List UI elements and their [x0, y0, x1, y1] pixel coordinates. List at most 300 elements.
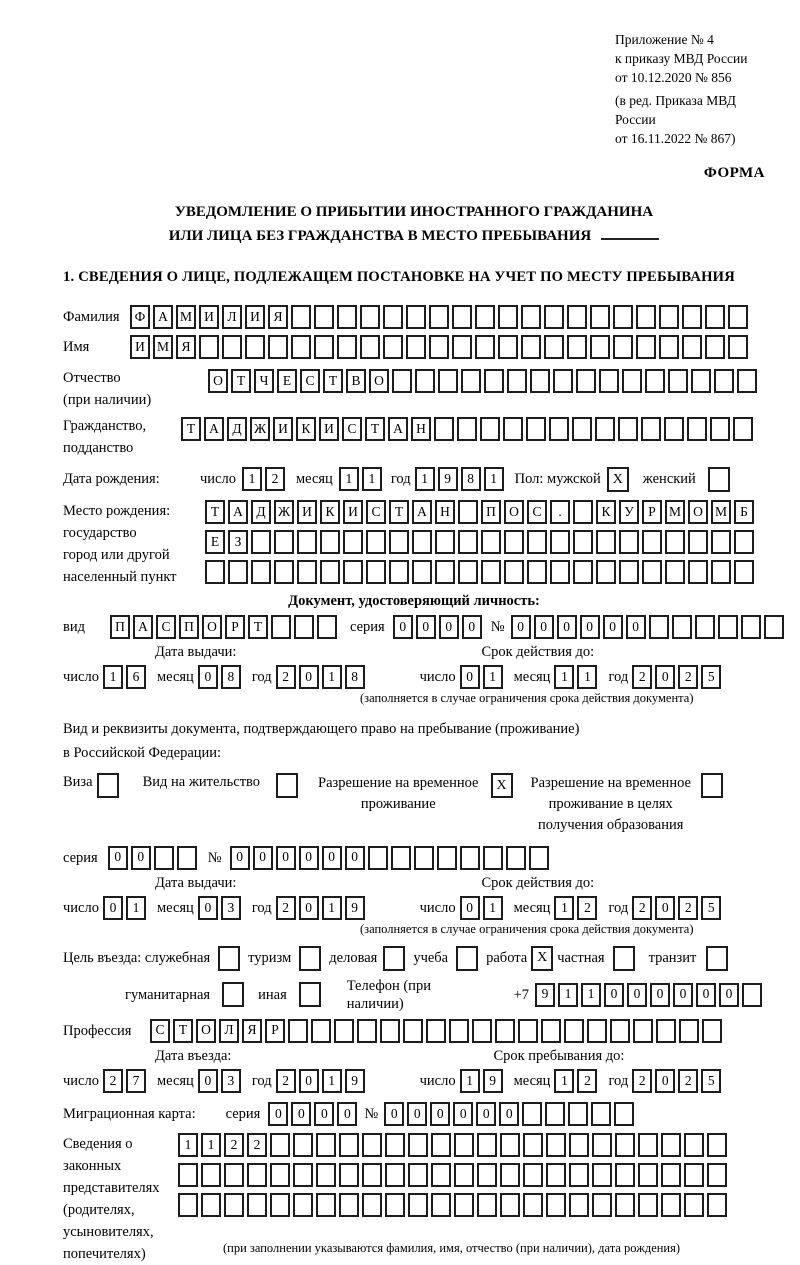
form-cell[interactable]: Р [265, 1019, 285, 1043]
form-cell[interactable]: О [369, 369, 389, 393]
form-cell[interactable]: 8 [221, 665, 241, 689]
form-cell[interactable] [684, 1193, 704, 1217]
form-cell[interactable] [199, 335, 219, 359]
form-cell[interactable] [645, 369, 665, 393]
form-cell[interactable]: И [245, 305, 265, 329]
form-cell[interactable] [362, 1163, 382, 1187]
form-cell[interactable] [429, 335, 449, 359]
form-cell[interactable]: Т [323, 369, 343, 393]
form-cell[interactable] [452, 305, 472, 329]
birthplace-cells-1[interactable] [205, 500, 757, 524]
form-cell[interactable]: 0 [719, 983, 739, 1007]
form-cell[interactable] [271, 615, 291, 639]
form-cell[interactable]: А [204, 417, 224, 441]
form-cell[interactable]: П [179, 615, 199, 639]
form-cell[interactable] [506, 846, 526, 870]
form-cell[interactable] [741, 615, 761, 639]
form-cell[interactable] [569, 1193, 589, 1217]
migr-series-cells[interactable] [268, 1102, 360, 1126]
form-cell[interactable] [642, 560, 662, 584]
form-cell[interactable] [507, 369, 527, 393]
form-cell[interactable] [665, 530, 685, 554]
form-cell[interactable] [205, 560, 225, 584]
form-cell[interactable]: 1 [558, 983, 578, 1007]
form-cell[interactable]: 0 [696, 983, 716, 1007]
form-cell[interactable] [368, 846, 388, 870]
form-cell[interactable] [587, 1019, 607, 1043]
form-cell[interactable] [357, 1019, 377, 1043]
form-cell[interactable] [293, 1163, 313, 1187]
form-cell[interactable] [714, 369, 734, 393]
form-cell[interactable] [596, 560, 616, 584]
form-cell[interactable] [385, 1193, 405, 1217]
form-cell[interactable] [251, 560, 271, 584]
form-cell[interactable] [661, 1163, 681, 1187]
form-cell[interactable]: Е [277, 369, 297, 393]
form-cell[interactable] [546, 1133, 566, 1157]
form-cell[interactable] [247, 1193, 267, 1217]
iddoc-issue-month-cells[interactable] [198, 665, 244, 689]
form-cell[interactable] [457, 417, 477, 441]
form-cell[interactable]: З [228, 530, 248, 554]
form-cell[interactable] [154, 846, 174, 870]
form-cell[interactable] [270, 1133, 290, 1157]
form-cell[interactable] [503, 417, 523, 441]
form-cell[interactable] [406, 305, 426, 329]
purpose-humanitarian-checkbox[interactable] [222, 982, 244, 1007]
form-cell[interactable] [615, 1163, 635, 1187]
iddoc-number-cells[interactable] [511, 615, 787, 639]
form-cell[interactable]: 0 [299, 846, 319, 870]
form-cell[interactable] [414, 846, 434, 870]
form-cell[interactable] [649, 615, 669, 639]
form-cell[interactable]: 8 [345, 665, 365, 689]
form-cell[interactable] [615, 1133, 635, 1157]
form-cell[interactable]: 0 [627, 983, 647, 1007]
form-cell[interactable]: 1 [201, 1133, 221, 1157]
form-cell[interactable]: 2 [632, 665, 652, 689]
form-cell[interactable]: Н [411, 417, 431, 441]
form-cell[interactable]: С [366, 500, 386, 524]
birth-day-cells[interactable] [242, 467, 288, 491]
form-cell[interactable] [431, 1163, 451, 1187]
form-cell[interactable] [385, 1163, 405, 1187]
form-cell[interactable]: 8 [461, 467, 481, 491]
form-cell[interactable] [710, 417, 730, 441]
entry-year-cells[interactable] [276, 1069, 368, 1093]
form-cell[interactable] [691, 369, 711, 393]
purpose-other-checkbox[interactable] [299, 982, 321, 1007]
form-cell[interactable] [638, 1193, 658, 1217]
form-cell[interactable]: 9 [535, 983, 555, 1007]
form-cell[interactable] [454, 1163, 474, 1187]
form-cell[interactable]: 5 [701, 896, 721, 920]
representatives-cells-1[interactable] [178, 1133, 730, 1157]
form-cell[interactable] [334, 1019, 354, 1043]
form-cell[interactable] [668, 369, 688, 393]
form-cell[interactable]: 2 [678, 1069, 698, 1093]
form-cell[interactable]: 0 [430, 1102, 450, 1126]
form-cell[interactable] [550, 560, 570, 584]
form-cell[interactable] [622, 369, 642, 393]
form-cell[interactable] [339, 1133, 359, 1157]
form-cell[interactable]: 9 [483, 1069, 503, 1093]
form-cell[interactable] [672, 615, 692, 639]
form-cell[interactable]: 0 [198, 896, 218, 920]
form-cell[interactable]: О [208, 369, 228, 393]
purpose-work-checkbox[interactable]: X [531, 946, 553, 971]
form-cell[interactable] [268, 335, 288, 359]
form-cell[interactable] [595, 417, 615, 441]
form-cell[interactable] [592, 1133, 612, 1157]
form-cell[interactable] [461, 369, 481, 393]
form-cell[interactable]: 0 [337, 1102, 357, 1126]
form-cell[interactable]: К [296, 417, 316, 441]
form-cell[interactable]: 3 [221, 896, 241, 920]
form-cell[interactable] [705, 335, 725, 359]
form-cell[interactable] [316, 1133, 336, 1157]
form-cell[interactable]: 0 [291, 1102, 311, 1126]
form-cell[interactable]: Д [251, 500, 271, 524]
form-cell[interactable] [320, 530, 340, 554]
form-cell[interactable]: О [196, 1019, 216, 1043]
form-cell[interactable]: М [176, 305, 196, 329]
form-cell[interactable] [435, 530, 455, 554]
form-cell[interactable] [682, 305, 702, 329]
form-cell[interactable]: 0 [460, 896, 480, 920]
form-cell[interactable]: 2 [224, 1133, 244, 1157]
form-cell[interactable] [544, 305, 564, 329]
form-cell[interactable] [590, 335, 610, 359]
form-cell[interactable]: 1 [484, 467, 504, 491]
form-cell[interactable] [545, 1102, 565, 1126]
form-cell[interactable] [391, 846, 411, 870]
form-cell[interactable]: 9 [345, 1069, 365, 1093]
form-cell[interactable] [201, 1193, 221, 1217]
phone-cells[interactable] [535, 983, 765, 1007]
form-cell[interactable]: 1 [322, 896, 342, 920]
form-cell[interactable]: 2 [265, 467, 285, 491]
form-cell[interactable]: 1 [483, 896, 503, 920]
form-cell[interactable] [389, 560, 409, 584]
sex-female-checkbox[interactable] [708, 467, 730, 492]
form-cell[interactable] [435, 560, 455, 584]
form-cell[interactable] [684, 1163, 704, 1187]
form-cell[interactable]: 1 [554, 896, 574, 920]
form-cell[interactable] [472, 1019, 492, 1043]
form-cell[interactable]: 0 [322, 846, 342, 870]
form-cell[interactable] [452, 335, 472, 359]
form-cell[interactable]: 1 [339, 467, 359, 491]
form-cell[interactable] [311, 1019, 331, 1043]
form-cell[interactable] [569, 1133, 589, 1157]
form-cell[interactable]: С [300, 369, 320, 393]
form-cell[interactable] [659, 335, 679, 359]
form-cell[interactable]: А [412, 500, 432, 524]
form-cell[interactable] [518, 1019, 538, 1043]
sex-male-checkbox[interactable]: X [607, 467, 629, 492]
form-cell[interactable]: 0 [511, 615, 531, 639]
purpose-business-checkbox[interactable] [383, 946, 405, 971]
form-cell[interactable]: 1 [322, 665, 342, 689]
form-cell[interactable]: 0 [603, 615, 623, 639]
form-cell[interactable] [297, 560, 317, 584]
form-cell[interactable] [567, 335, 587, 359]
form-cell[interactable]: . [550, 500, 570, 524]
form-cell[interactable]: С [342, 417, 362, 441]
form-cell[interactable] [568, 1102, 588, 1126]
form-cell[interactable]: 1 [483, 665, 503, 689]
form-cell[interactable] [408, 1163, 428, 1187]
form-cell[interactable] [362, 1133, 382, 1157]
form-cell[interactable] [682, 335, 702, 359]
form-cell[interactable]: 1 [554, 665, 574, 689]
form-cell[interactable]: 9 [438, 467, 458, 491]
iddoc-issue-day-cells[interactable] [103, 665, 149, 689]
representatives-cells-3[interactable] [178, 1193, 730, 1217]
form-cell[interactable]: Т [231, 369, 251, 393]
form-cell[interactable] [641, 417, 661, 441]
form-cell[interactable]: 5 [701, 665, 721, 689]
form-cell[interactable]: 0 [499, 1102, 519, 1126]
form-cell[interactable]: 0 [655, 1069, 675, 1093]
form-cell[interactable] [523, 1193, 543, 1217]
form-cell[interactable] [546, 1163, 566, 1187]
form-cell[interactable] [434, 417, 454, 441]
form-cell[interactable] [734, 560, 754, 584]
form-cell[interactable]: 0 [453, 1102, 473, 1126]
form-cell[interactable] [403, 1019, 423, 1043]
form-cell[interactable]: К [596, 500, 616, 524]
representatives-cells-2[interactable] [178, 1163, 730, 1187]
form-cell[interactable]: А [228, 500, 248, 524]
patronymic-cells[interactable] [208, 369, 760, 393]
form-cell[interactable]: 2 [276, 1069, 296, 1093]
form-cell[interactable]: Л [222, 305, 242, 329]
form-cell[interactable] [737, 369, 757, 393]
birthplace-cells-3[interactable] [205, 560, 757, 584]
form-cell[interactable]: 0 [580, 615, 600, 639]
form-cell[interactable]: 1 [581, 983, 601, 1007]
form-cell[interactable] [406, 335, 426, 359]
temp-residence-edu-checkbox[interactable] [701, 773, 723, 798]
form-cell[interactable] [661, 1193, 681, 1217]
form-cell[interactable]: Я [242, 1019, 262, 1043]
form-cell[interactable]: 0 [103, 896, 123, 920]
form-cell[interactable] [383, 335, 403, 359]
form-cell[interactable] [343, 560, 363, 584]
form-cell[interactable] [764, 615, 784, 639]
form-cell[interactable] [695, 615, 715, 639]
form-cell[interactable]: 7 [126, 1069, 146, 1093]
form-cell[interactable] [684, 1133, 704, 1157]
form-cell[interactable]: 0 [393, 615, 413, 639]
form-cell[interactable] [619, 530, 639, 554]
form-cell[interactable]: 0 [131, 846, 151, 870]
form-cell[interactable]: Е [205, 530, 225, 554]
form-cell[interactable] [636, 335, 656, 359]
form-cell[interactable]: Т [389, 500, 409, 524]
form-cell[interactable]: 1 [577, 665, 597, 689]
form-cell[interactable] [247, 1163, 267, 1187]
form-cell[interactable] [454, 1193, 474, 1217]
form-cell[interactable] [521, 305, 541, 329]
form-cell[interactable]: В [346, 369, 366, 393]
form-cell[interactable]: Т [181, 417, 201, 441]
form-cell[interactable] [389, 530, 409, 554]
form-cell[interactable] [337, 305, 357, 329]
form-cell[interactable]: 0 [230, 846, 250, 870]
form-cell[interactable]: 0 [462, 615, 482, 639]
form-cell[interactable] [178, 1163, 198, 1187]
form-cell[interactable]: Т [173, 1019, 193, 1043]
form-cell[interactable] [392, 369, 412, 393]
form-cell[interactable] [664, 417, 684, 441]
form-cell[interactable] [481, 560, 501, 584]
form-cell[interactable] [613, 305, 633, 329]
form-cell[interactable] [728, 305, 748, 329]
form-cell[interactable]: 2 [678, 896, 698, 920]
iddoc-valid-month-cells[interactable] [554, 665, 600, 689]
permit-issue-day-cells[interactable] [103, 896, 149, 920]
form-cell[interactable]: С [150, 1019, 170, 1043]
form-cell[interactable] [288, 1019, 308, 1043]
permit-series-cells[interactable] [108, 846, 200, 870]
migr-number-cells[interactable] [384, 1102, 637, 1126]
purpose-private-checkbox[interactable] [613, 946, 635, 971]
form-cell[interactable] [291, 335, 311, 359]
form-cell[interactable]: 6 [126, 665, 146, 689]
form-cell[interactable] [475, 305, 495, 329]
form-cell[interactable] [573, 500, 593, 524]
form-cell[interactable] [383, 305, 403, 329]
form-cell[interactable] [458, 530, 478, 554]
form-cell[interactable] [523, 1133, 543, 1157]
form-cell[interactable] [500, 1163, 520, 1187]
residence-permit-checkbox[interactable] [276, 773, 298, 798]
form-cell[interactable] [498, 305, 518, 329]
form-cell[interactable]: А [388, 417, 408, 441]
form-cell[interactable] [339, 1163, 359, 1187]
form-cell[interactable]: М [665, 500, 685, 524]
form-cell[interactable]: Р [225, 615, 245, 639]
form-cell[interactable] [449, 1019, 469, 1043]
form-cell[interactable]: 2 [577, 896, 597, 920]
form-cell[interactable] [343, 530, 363, 554]
form-cell[interactable]: С [527, 500, 547, 524]
form-cell[interactable]: О [202, 615, 222, 639]
form-cell[interactable]: О [504, 500, 524, 524]
form-cell[interactable]: 0 [314, 1102, 334, 1126]
form-cell[interactable] [742, 983, 762, 1007]
purpose-official-checkbox[interactable] [218, 946, 240, 971]
form-cell[interactable] [228, 560, 248, 584]
form-cell[interactable] [477, 1163, 497, 1187]
form-cell[interactable] [495, 1019, 515, 1043]
form-cell[interactable] [636, 305, 656, 329]
form-cell[interactable]: И [130, 335, 150, 359]
form-cell[interactable] [702, 1019, 722, 1043]
permit-valid-day-cells[interactable] [460, 896, 506, 920]
form-cell[interactable] [564, 1019, 584, 1043]
form-cell[interactable]: 1 [103, 665, 123, 689]
form-cell[interactable] [320, 560, 340, 584]
form-cell[interactable] [544, 335, 564, 359]
form-cell[interactable] [529, 846, 549, 870]
form-cell[interactable]: 2 [247, 1133, 267, 1157]
form-cell[interactable]: 0 [416, 615, 436, 639]
form-cell[interactable] [707, 1133, 727, 1157]
form-cell[interactable] [385, 1133, 405, 1157]
form-cell[interactable] [360, 335, 380, 359]
form-cell[interactable]: 0 [476, 1102, 496, 1126]
form-cell[interactable] [458, 500, 478, 524]
form-cell[interactable] [454, 1133, 474, 1157]
form-cell[interactable]: 1 [178, 1133, 198, 1157]
form-cell[interactable]: 1 [242, 467, 262, 491]
form-cell[interactable]: И [297, 500, 317, 524]
stay-year-cells[interactable] [632, 1069, 724, 1093]
form-cell[interactable]: Ф [130, 305, 150, 329]
form-cell[interactable] [366, 560, 386, 584]
form-cell[interactable] [415, 369, 435, 393]
form-cell[interactable]: 2 [276, 896, 296, 920]
form-cell[interactable]: С [156, 615, 176, 639]
form-cell[interactable]: И [319, 417, 339, 441]
form-cell[interactable]: 0 [655, 665, 675, 689]
form-cell[interactable]: 1 [415, 467, 435, 491]
stay-month-cells[interactable] [554, 1069, 600, 1093]
birthplace-cells-2[interactable] [205, 530, 757, 554]
form-cell[interactable]: Я [268, 305, 288, 329]
purpose-transit-checkbox[interactable] [706, 946, 728, 971]
form-cell[interactable]: И [343, 500, 363, 524]
form-cell[interactable] [458, 560, 478, 584]
form-cell[interactable] [293, 1193, 313, 1217]
form-cell[interactable]: 0 [268, 1102, 288, 1126]
form-cell[interactable] [498, 335, 518, 359]
form-cell[interactable] [527, 560, 547, 584]
form-cell[interactable] [734, 530, 754, 554]
form-cell[interactable]: 2 [632, 896, 652, 920]
form-cell[interactable] [460, 846, 480, 870]
form-cell[interactable]: 0 [384, 1102, 404, 1126]
form-cell[interactable] [274, 530, 294, 554]
form-cell[interactable] [638, 1163, 658, 1187]
form-cell[interactable]: 0 [655, 896, 675, 920]
form-cell[interactable] [293, 1133, 313, 1157]
form-cell[interactable] [314, 305, 334, 329]
form-cell[interactable]: 0 [557, 615, 577, 639]
form-cell[interactable]: Н [435, 500, 455, 524]
form-cell[interactable]: Л [219, 1019, 239, 1043]
form-cell[interactable] [550, 530, 570, 554]
iddoc-issue-year-cells[interactable] [276, 665, 368, 689]
entry-day-cells[interactable] [103, 1069, 149, 1093]
form-cell[interactable] [592, 1193, 612, 1217]
form-cell[interactable] [573, 560, 593, 584]
form-cell[interactable] [576, 369, 596, 393]
form-cell[interactable]: 1 [126, 896, 146, 920]
stay-day-cells[interactable] [460, 1069, 506, 1093]
form-cell[interactable]: 1 [322, 1069, 342, 1093]
form-cell[interactable]: 0 [276, 846, 296, 870]
form-cell[interactable] [477, 1193, 497, 1217]
permit-number-cells[interactable] [230, 846, 552, 870]
form-cell[interactable]: 0 [299, 1069, 319, 1093]
birth-year-cells[interactable] [415, 467, 507, 491]
form-cell[interactable] [599, 369, 619, 393]
